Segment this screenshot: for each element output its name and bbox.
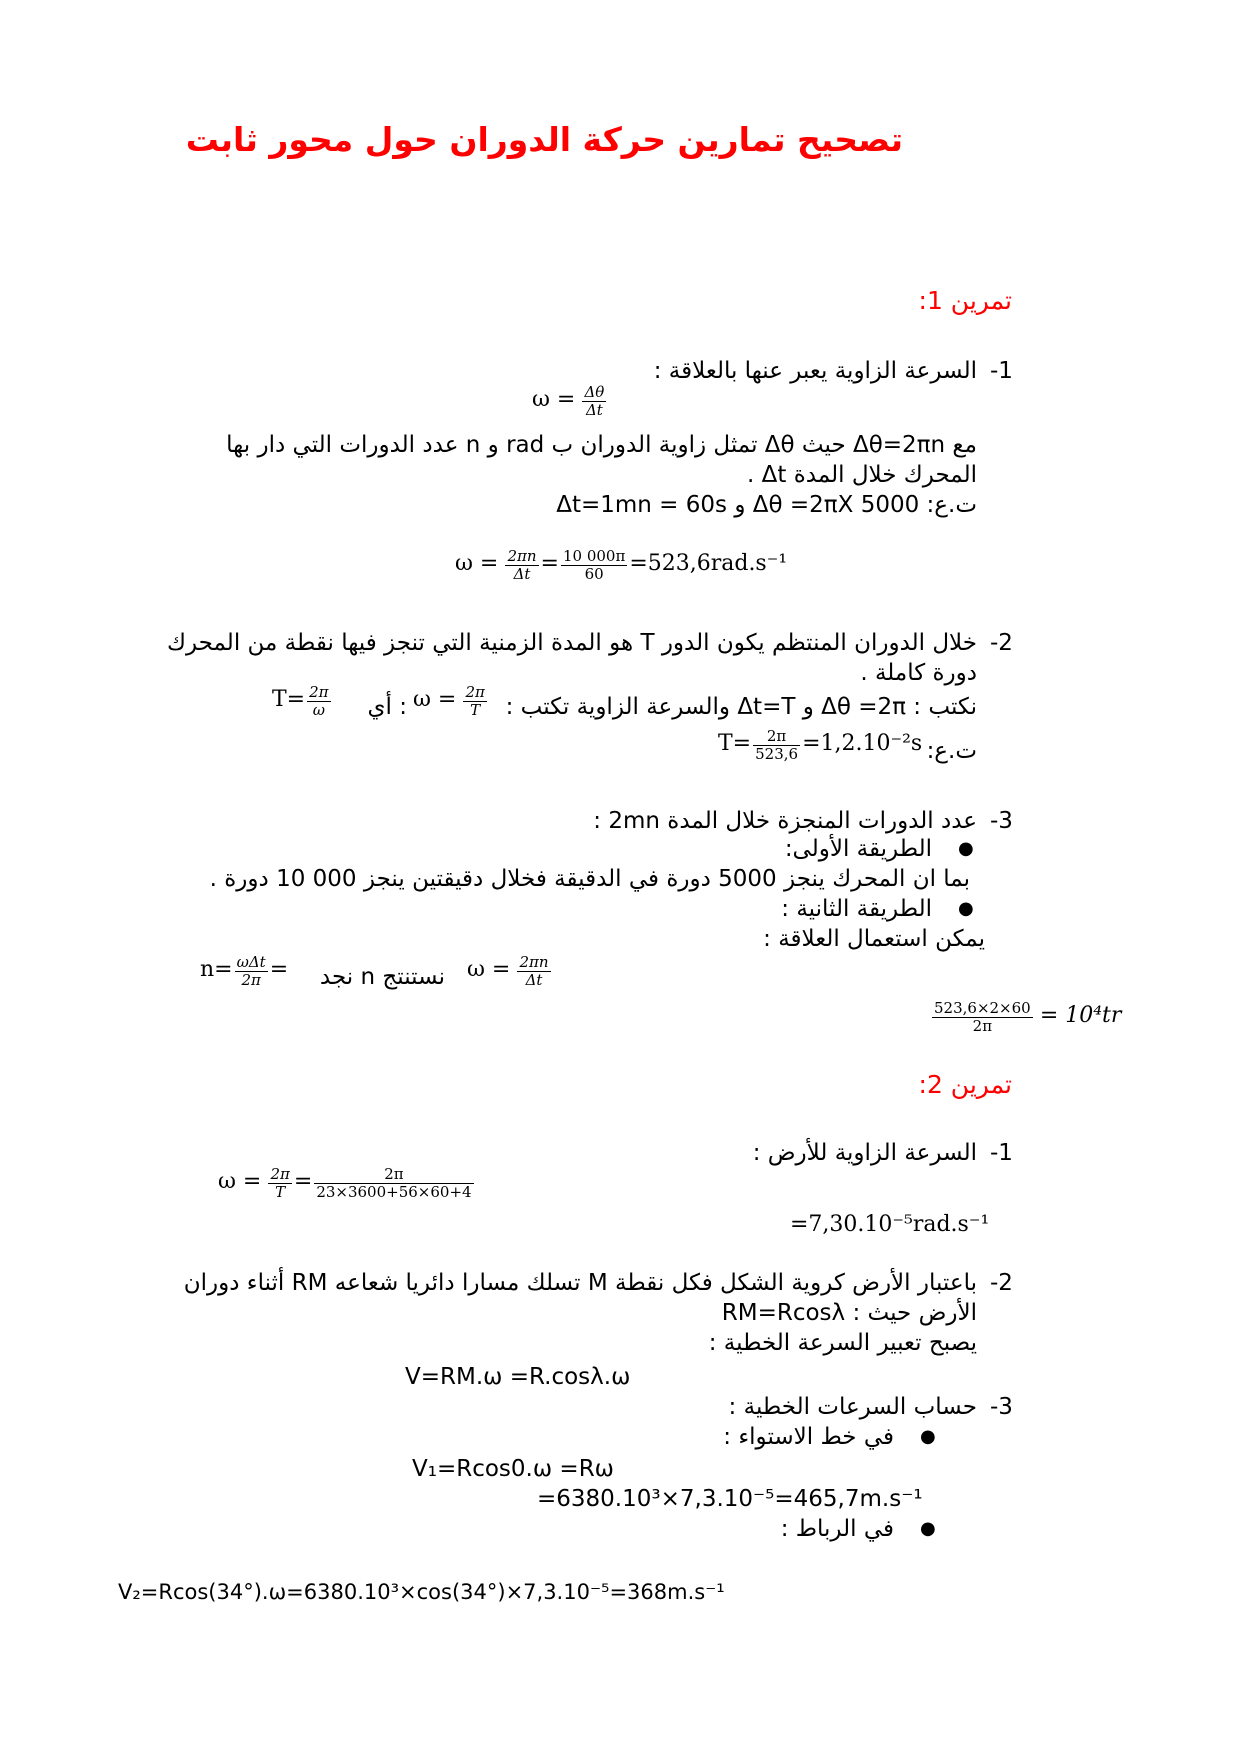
ex2-q3-v1: V₁=Rcos0.ω =Rω: [412, 1456, 614, 1482]
ex2-q2-line2: الأرض حيث : RM=Rcosλ: [721, 1300, 977, 1326]
ex2-q1-omega: ω = $\frac{2\pi}{T}$ = $\frac{2\pi}{23\times 3600+56\times 60+4}$: [218, 1165, 472, 1201]
ex2-q3-rabat-label: في الرباط :: [780, 1516, 894, 1542]
q2-line3: نكتب : Δθ =2π و Δt=T والسرعة الزاوية تكتب :: [505, 694, 977, 720]
ex2-q2-number: -2: [990, 1270, 1013, 1296]
ex2-q3-v1-calc: =6380.10³×7,3.10⁻⁵=465,7m.s⁻¹: [537, 1486, 923, 1512]
ex2-q2-line1: باعتبار الأرض كروية الشكل فكل نقطة M تسلك مسارا دائريا شعاعه RM أثناء دوران: [183, 1270, 977, 1296]
q2-calc: T= $\frac{2\pi}{523,6}$ =1,2.10⁻²s: [718, 727, 923, 763]
ex2-q3-equator-label: في خط الاستواء :: [723, 1424, 894, 1450]
ex2-q1-number: -1: [990, 1140, 1013, 1166]
ex2-q3-number: -3: [990, 1394, 1013, 1420]
ex2-q2-line3: يصبح تعبير السرعة الخطية :: [708, 1330, 977, 1356]
q2-ay: : أي: [367, 694, 407, 720]
q3-method1: الطريقة الأولى:: [784, 836, 932, 862]
q3-final-result: $\frac{523,6\times 2\times 60}{2\pi}$ = 10⁴tr: [934, 999, 1122, 1035]
q1-line3: ت.ع: Δθ =2πX 5000 و Δt=1mn = 60s: [556, 492, 977, 518]
page-title: تصحيح تمارين حركة الدوران حول محور ثابت: [185, 120, 903, 159]
bullet-icon: ●: [920, 1518, 936, 1539]
q2-omega-T: ω = $\frac{2\pi}{T}$: [413, 683, 485, 719]
q2-line2: دورة كاملة .: [860, 660, 977, 686]
q3-method1-text: بما ان المحرك ينجز 5000 دورة في الدقيقة فخلال دقيقتين ينجز 000 10 دورة .: [209, 866, 970, 892]
bullet-icon: ●: [958, 898, 974, 919]
exercise-2-heading: تمرين 2:: [918, 1070, 1012, 1099]
q3-number: -3: [990, 808, 1013, 834]
ex2-q3-intro: حساب السرعات الخطية :: [728, 1394, 977, 1420]
q2-T-formula: T= $\frac{2\pi}{\omega}$: [272, 683, 329, 719]
q1-intro: السرعة الزاوية يعبر عنها بالعلاقة :: [653, 358, 977, 384]
bullet-icon: ●: [958, 838, 974, 859]
q3-omega-relation: ω = $\frac{2\pi n}{\Delta t}$: [467, 953, 549, 989]
bullet-icon: ●: [920, 1426, 936, 1447]
q3-intro: عدد الدورات المنجزة خلال المدة 2mn :: [593, 808, 977, 834]
q2-number: -2: [990, 630, 1013, 656]
q2-calc-label: ت.ع:: [926, 738, 977, 764]
q1-line2: المحرك خلال المدة Δt .: [747, 462, 977, 488]
q2-line1: خلال الدوران المنتظم يكون الدور T هو المدة الزمنية التي تنجز فيها نقطة من المحرك: [167, 630, 977, 656]
ex2-q2-formula: V=RM.ω =R.cosλ.ω: [405, 1364, 631, 1390]
q3-method2: الطريقة الثانية :: [781, 896, 932, 922]
exercise-1-heading: تمرين 1:: [918, 286, 1012, 315]
q1-line1: مع Δθ=2πn حيث Δθ تمثل زاوية الدوران ب rad و n عدد الدورات التي دار بها: [226, 432, 977, 458]
q1-omega-formula: ω = $\frac{\Delta\theta}{\Delta t}$: [532, 383, 605, 419]
ex2-q3-v2: V₂=Rcos(34°).ω=6380.10³×cos(34°)×7,3.10⁻⁵=368m.s⁻¹: [118, 1580, 725, 1604]
q3-relation-text: نستنتج n نجد: [319, 964, 445, 990]
ex2-q1-result: =7,30.10⁻⁵rad.s⁻¹: [790, 1212, 990, 1237]
q3-method2-text: يمكن استعمال العلاقة :: [763, 926, 985, 952]
q3-n-relation: n= $\frac{\text{ωΔt}}{2\pi}$ =: [200, 953, 289, 989]
q1-number: -1: [990, 358, 1013, 384]
q1-calc: ω = $\frac{2\pi n}{\Delta t}$ = $\frac{10 000\pi}{60}$ =523,6rad.s⁻¹: [455, 547, 788, 583]
ex2-q1-intro: السرعة الزاوية للأرض :: [752, 1140, 977, 1166]
